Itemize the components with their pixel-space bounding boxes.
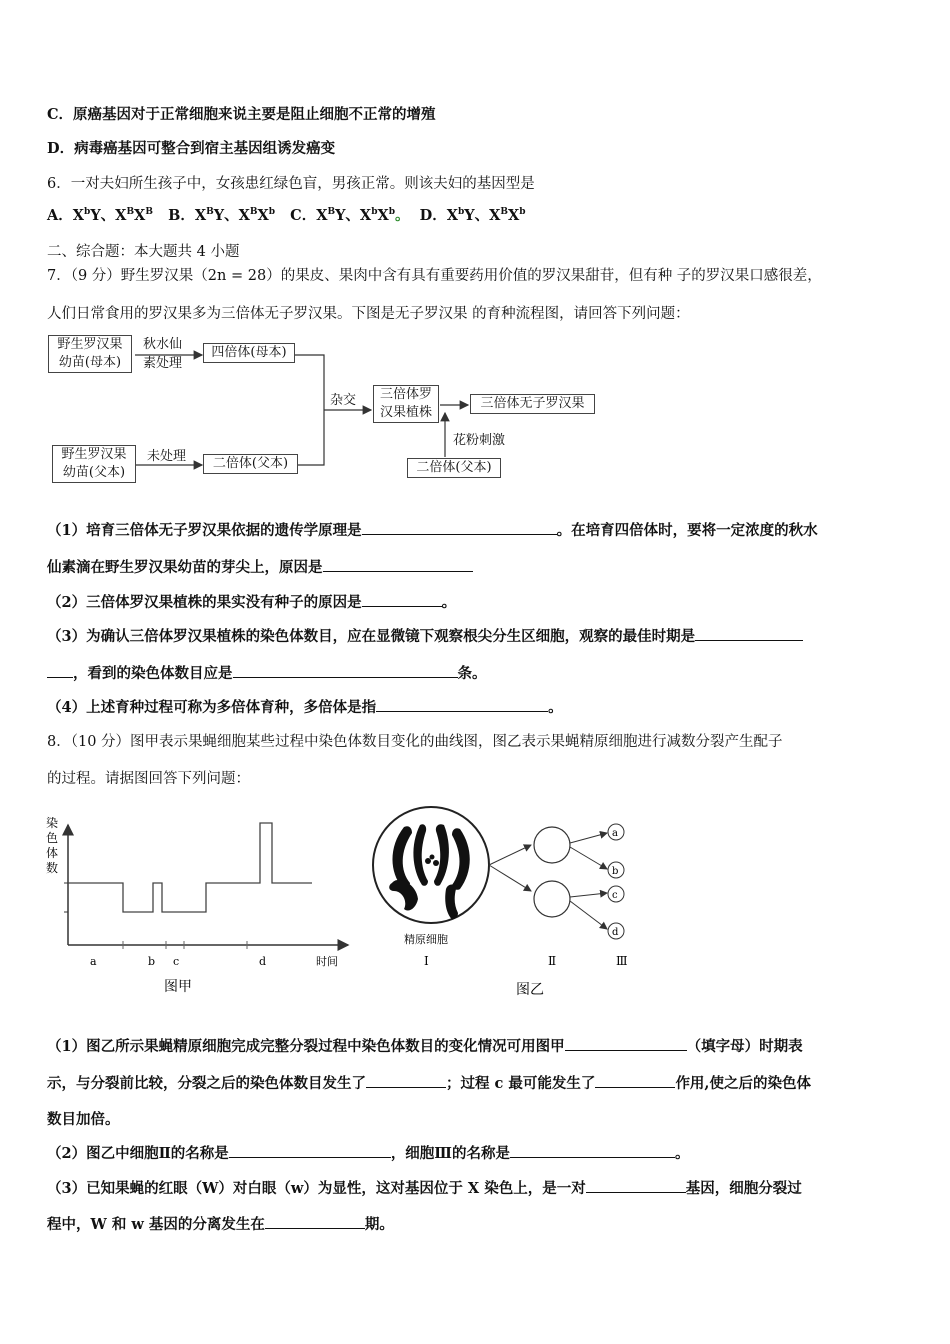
question-7-stem-2: 人们日常食用的罗汉果多为三倍体无子罗汉果。下图是无子罗汉果 的育种流程图，请回答下列问题： bbox=[47, 306, 690, 322]
tick-d: d bbox=[259, 955, 267, 968]
spermatogonium-label: 精原细胞 bbox=[404, 933, 448, 946]
box-line: 幼苗(父本) bbox=[62, 465, 126, 480]
answer-blank[interactable] bbox=[595, 1073, 675, 1088]
gamete-b-label: b bbox=[612, 866, 619, 877]
cross-label: 杂交 bbox=[330, 393, 357, 408]
cell-ii-top bbox=[534, 827, 570, 863]
figure-jia bbox=[44, 805, 354, 1000]
tick-a: a bbox=[90, 955, 97, 968]
answer-blank[interactable] bbox=[47, 663, 73, 678]
answer-blank[interactable] bbox=[229, 1143, 391, 1158]
seedless-fruit-box: 三倍体无子罗汉果 bbox=[470, 394, 595, 414]
y-label-4: 数 bbox=[46, 861, 59, 875]
answer-blank[interactable] bbox=[366, 1073, 446, 1088]
q7-part1-line1: （1）培育三倍体无子罗汉果依据的遗传学原理是 。在培育四倍体时，要将一定浓度的秋水 bbox=[47, 522, 818, 539]
chromosome-curve-chart bbox=[44, 805, 354, 1000]
section-title: 二、综合题：本大题共 4 小题 bbox=[47, 244, 240, 260]
q7-part1-line2: 仙素滴在野生罗汉果幼苗的芽尖上，原因是 bbox=[47, 556, 473, 577]
label-line: 秋水仙 bbox=[143, 337, 183, 352]
breeding-flowchart bbox=[40, 325, 610, 495]
tick-b: b bbox=[148, 955, 156, 968]
q7-part2: （2）三倍体罗汉果植株的果实没有种子的原因是 。 bbox=[47, 594, 457, 611]
caption-jia: 图甲 bbox=[164, 979, 192, 995]
caption-yi: 图乙 bbox=[516, 982, 544, 998]
tetraploid-box: 四倍体(母本) bbox=[203, 343, 295, 363]
stage-ii: Ⅱ bbox=[548, 954, 557, 968]
question-8-stem-2: 的过程。请据图回答下列问题： bbox=[47, 771, 250, 787]
q8-part1-line3: 数目加倍。 bbox=[47, 1111, 120, 1128]
q6-option-d: D．$X^bY$、$X^BX^b$ bbox=[419, 207, 526, 224]
y-label-3: 体 bbox=[46, 846, 59, 860]
question-6-options: A．$X^bY$、$X^BX^B$ B．$X^BY$、$X^BX^b$ C．$X^BY$、$X^bX^b$。 D．$X^bY$、$X^BX^b$ bbox=[47, 207, 526, 224]
answer-blank[interactable] bbox=[586, 1178, 686, 1193]
question-6: 6．一对夫妇所生孩子中，女孩患红绿色盲，男孩正常。则该夫妇的基因型是 bbox=[47, 176, 535, 192]
answer-blank[interactable] bbox=[695, 626, 803, 641]
q8-part3-line2: 程中，W 和 w 基因的分离发生在 期。 bbox=[47, 1216, 394, 1233]
q7-part4: （4）上述育种过程可称为多倍体育种，多倍体是指 。 bbox=[47, 699, 563, 716]
label-line: 素处理 bbox=[143, 356, 183, 371]
answer-blank[interactable] bbox=[265, 1214, 365, 1229]
stage-iii: Ⅲ bbox=[616, 954, 628, 968]
box-line: 三倍体罗 bbox=[379, 387, 432, 402]
box-line: 幼苗(母本) bbox=[58, 355, 122, 370]
q7-part3-line1: （3）为确认三倍体罗汉果植株的染色体数目，应在显微镜下观察根尖分生区细胞，观察的最佳时期是 bbox=[47, 625, 803, 646]
option-d: D．病毒癌基因可整合到宿主基因组诱发癌变 bbox=[47, 140, 336, 157]
answer-blank[interactable] bbox=[376, 697, 548, 712]
stage-i: Ⅰ bbox=[424, 954, 429, 968]
wild-seedling-male-box bbox=[52, 445, 136, 483]
q6-option-b: B．$X^BY$、$X^BX^b$ bbox=[168, 207, 275, 224]
pollen-stimulus-label: 花粉刺激 bbox=[453, 433, 506, 448]
q8-part3-line1: （3）已知果蝇的红眼（W）对白眼（w）为显性，这对基因位于 X 染色上，是一对 基因，细胞分裂过 bbox=[47, 1180, 802, 1197]
figure-yi bbox=[364, 805, 644, 1000]
colchicine-label bbox=[143, 335, 182, 373]
box-line: 野生罗汉果 bbox=[61, 447, 127, 462]
y-label-1: 染 bbox=[46, 816, 59, 830]
answer-blank[interactable] bbox=[323, 557, 473, 572]
q7-part3-line2: ，看到的染色体数目应是 条。 bbox=[47, 662, 487, 683]
gamete-c-label: c bbox=[612, 890, 618, 901]
answer-blank[interactable] bbox=[362, 592, 442, 607]
spermatogonium-cell bbox=[373, 807, 489, 923]
q8-part1-line1: （1）图乙所示果蝇精原细胞完成完整分裂过程中染色体数目的变化情况可用图甲 （填字母）时期表 bbox=[47, 1038, 803, 1055]
x-axis-label: 时间 bbox=[316, 955, 338, 968]
diploid-pollen-box: 二倍体(父本) bbox=[407, 458, 501, 478]
cell-ii-bottom bbox=[534, 881, 570, 917]
answer-blank[interactable] bbox=[565, 1036, 687, 1051]
chromosome-curve bbox=[68, 823, 312, 912]
diploid-male-box: 二倍体(父本) bbox=[203, 454, 298, 474]
untreated-label: 未处理 bbox=[147, 449, 187, 464]
box-line: 野生罗汉果 bbox=[57, 337, 123, 352]
gamete-a-label: a bbox=[612, 828, 618, 839]
question-8-stem-1: 8．（10 分）图甲表示果蝇细胞某些过程中染色体数目变化的曲线图，图乙表示果蝇精原细胞进行减数分裂产生配子 bbox=[47, 734, 783, 750]
triploid-plant-box bbox=[373, 385, 439, 423]
tick-c: c bbox=[173, 955, 180, 968]
meiosis-diagram bbox=[364, 805, 644, 1000]
wild-seedling-female-box bbox=[48, 335, 132, 373]
answer-blank[interactable] bbox=[233, 663, 458, 678]
q8-part1-line2: 示，与分裂前比较，分裂之后的染色体数目发生了 ；过程 c 最可能发生了 作用,使之后的染色体 bbox=[47, 1075, 811, 1092]
q6-option-c: C．$X^BY$、$X^bX^b$ bbox=[290, 207, 396, 224]
q6-option-a: A．$X^bY$、$X^BX^B$ bbox=[47, 207, 153, 224]
q8-part2: （2）图乙中细胞Ⅱ的名称是 ，细胞Ⅲ的名称是 。 bbox=[47, 1145, 690, 1162]
y-label-2: 色 bbox=[46, 831, 59, 845]
box-line: 汉果植株 bbox=[379, 405, 432, 420]
answer-blank[interactable] bbox=[362, 520, 557, 535]
option-c: C．原癌基因对于正常细胞来说主要是阻止细胞不正常的增殖 bbox=[47, 106, 436, 123]
answer-blank[interactable] bbox=[510, 1143, 675, 1158]
question-7-stem-1: 7．（9 分）野生罗汉果（2n = 28）的果皮、果肉中含有具有重要药用价值的罗汉果甜苷，但有种 子的罗汉果口感很差， bbox=[47, 268, 822, 284]
gamete-d-label: d bbox=[612, 927, 619, 938]
